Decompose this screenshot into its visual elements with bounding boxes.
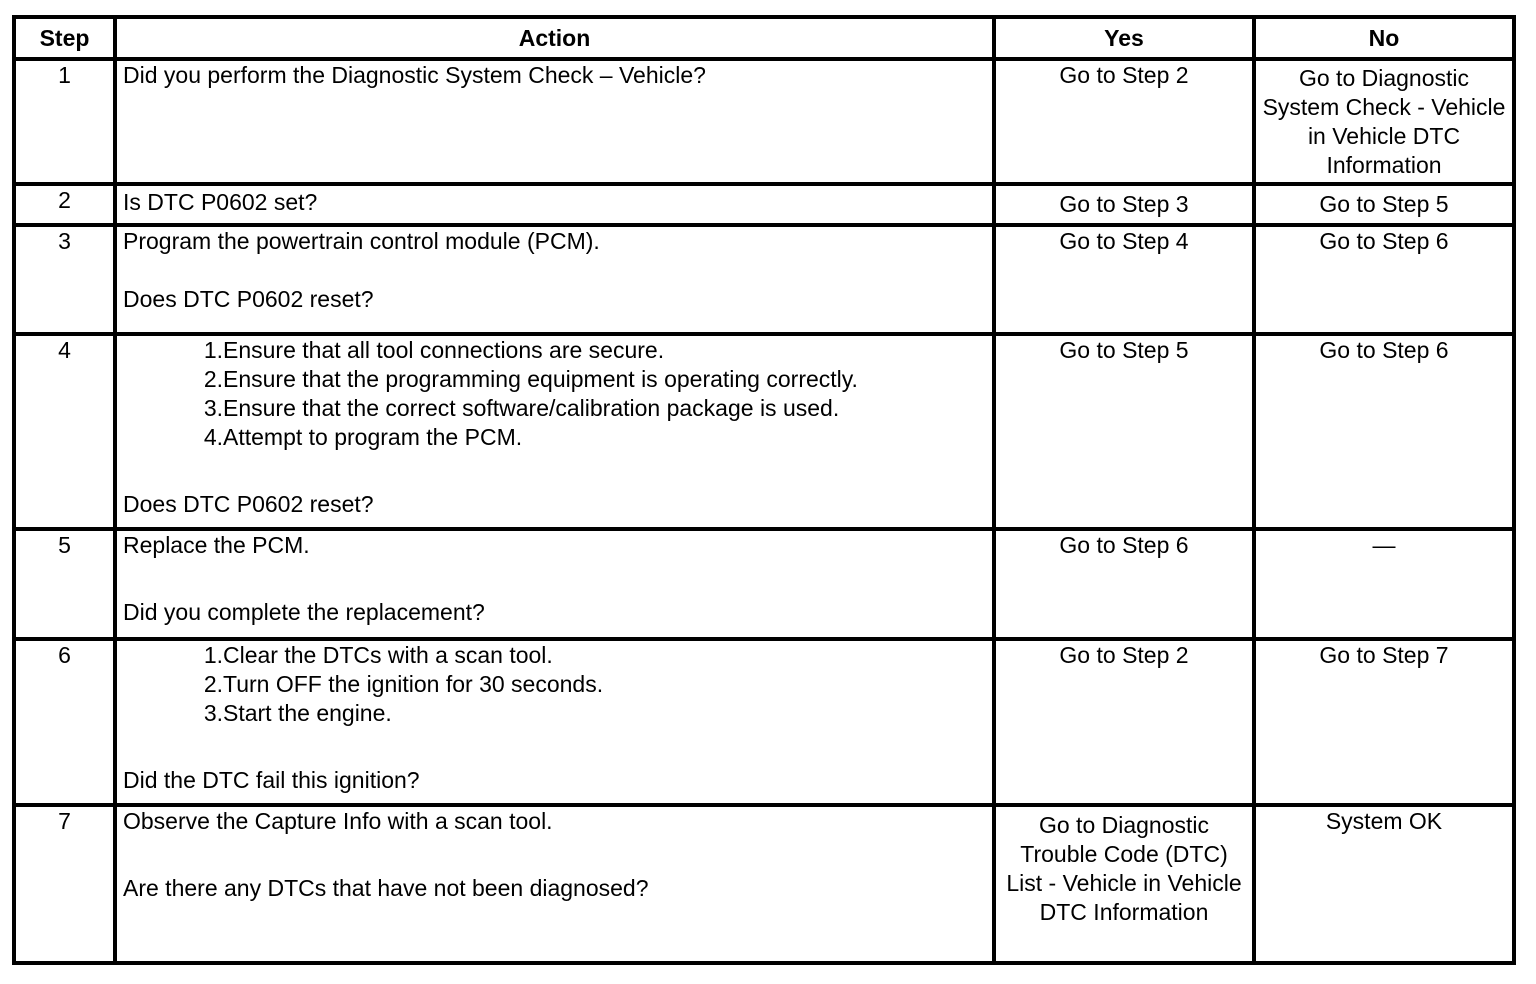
yes-cell: Go to Step 4 <box>994 225 1254 334</box>
step-number: 1 <box>14 59 115 184</box>
list-number: 2. <box>203 670 223 697</box>
list-text: Clear the DTCs with a scan tool. <box>223 641 553 668</box>
list-item <box>123 336 986 365</box>
action-cell <box>115 225 994 334</box>
header-step: Step <box>14 17 115 59</box>
action-text: Observe the Capture Info with a scan tool. <box>123 807 553 834</box>
action-cell <box>115 529 994 638</box>
list-item <box>123 365 986 394</box>
header-row <box>14 17 1514 59</box>
list-text: Ensure that the correct software/calibration package is used. <box>223 395 840 422</box>
action-cell <box>115 184 994 225</box>
list-text: Start the engine. <box>223 699 392 726</box>
no-cell: System OK <box>1254 805 1514 963</box>
list-text: Ensure that the programming equipment is operating correctly. <box>223 366 858 393</box>
step-number: 4 <box>14 334 115 529</box>
header-yes: Yes <box>994 17 1254 59</box>
yes-cell: Go to Step 5 <box>994 334 1254 529</box>
yes-cell: Go to Diagnostic Trouble Code (DTC) List - Vehicle in Vehicle DTC Information <box>994 805 1254 963</box>
action-text: Program the powertrain control module (PCM). <box>123 228 600 255</box>
action-cell <box>115 805 994 963</box>
no-cell: Go to Diagnostic System Check - Vehicle in Vehicle DTC Information <box>1254 59 1514 184</box>
action-cell <box>115 59 994 184</box>
action-text: Is DTC P0602 set? <box>123 189 318 216</box>
list-text: Attempt to program the PCM. <box>223 424 523 451</box>
yes-cell: Go to Step 3 <box>994 184 1254 225</box>
list-number: 4. <box>203 424 223 451</box>
step-number: 3 <box>14 225 115 334</box>
list-number: 2. <box>203 366 223 393</box>
list-number: 3. <box>203 395 223 422</box>
list-item <box>123 670 986 699</box>
action-question: Did you complete the replacement? <box>123 599 485 626</box>
step-number: 2 <box>14 184 115 225</box>
table-row <box>14 805 1514 963</box>
no-cell: Go to Step 6 <box>1254 334 1514 529</box>
no-cell: Go to Step 6 <box>1254 225 1514 334</box>
yes-cell: Go to Step 2 <box>994 639 1254 805</box>
no-cell: — <box>1254 529 1514 638</box>
table-row <box>14 225 1514 334</box>
step-number: 5 <box>14 529 115 638</box>
list-text: Ensure that all tool connections are secure. <box>223 337 665 364</box>
action-list <box>123 336 986 452</box>
action-cell <box>115 639 994 805</box>
action-question: Does DTC P0602 reset? <box>123 286 374 313</box>
list-number: 3. <box>203 699 223 726</box>
header-no: No <box>1254 17 1514 59</box>
step-number: 7 <box>14 805 115 963</box>
action-cell <box>115 334 994 529</box>
table-row <box>14 639 1514 805</box>
header-action: Action <box>115 17 994 59</box>
table-row <box>14 529 1514 638</box>
yes-cell: Go to Step 2 <box>994 59 1254 184</box>
step-number: 6 <box>14 639 115 805</box>
list-item <box>123 699 986 728</box>
table-row <box>14 59 1514 184</box>
list-item <box>123 394 986 423</box>
no-cell: Go to Step 7 <box>1254 639 1514 805</box>
action-question: Does DTC P0602 reset? <box>123 491 374 518</box>
list-number: 1. <box>203 337 223 364</box>
yes-cell: Go to Step 6 <box>994 529 1254 638</box>
diagnostic-table <box>12 15 1516 965</box>
action-text: Did you perform the Diagnostic System Check – Vehicle? <box>123 62 706 88</box>
table-row <box>14 334 1514 529</box>
action-question: Are there any DTCs that have not been diagnosed? <box>123 874 649 901</box>
action-text: Replace the PCM. <box>123 532 310 559</box>
action-question: Did the DTC fail this ignition? <box>123 766 420 793</box>
list-text: Turn OFF the ignition for 30 seconds. <box>223 670 604 697</box>
table-row <box>14 184 1514 225</box>
list-item <box>123 423 986 452</box>
list-number: 1. <box>203 641 223 668</box>
no-cell: Go to Step 5 <box>1254 184 1514 225</box>
list-item <box>123 641 986 670</box>
action-list <box>123 641 986 728</box>
